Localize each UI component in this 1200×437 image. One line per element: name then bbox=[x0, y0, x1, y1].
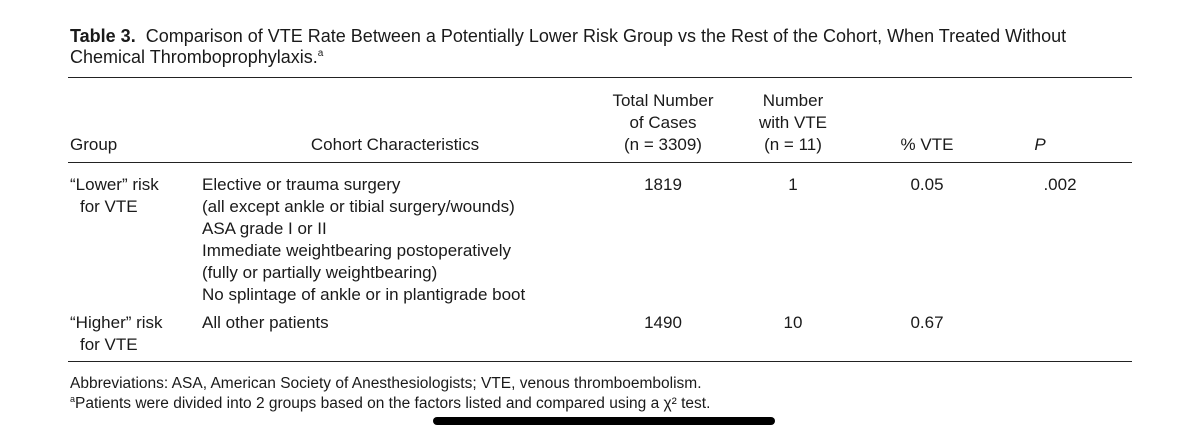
highlight-underline bbox=[433, 417, 775, 425]
abbreviations-note: Abbreviations: ASA, American Society of Anesthesiologists; VTE, venous thromboembolism. bbox=[70, 375, 702, 392]
row-lower-total: 1819 bbox=[644, 175, 682, 194]
table-title: Comparison of VTE Rate Between a Potentially Lower Risk Group vs the Rest of the Cohort, When Treated Without Chemical Thromboprophylaxis. bbox=[70, 26, 1067, 67]
header-total-cases: Total Number of Cases (n = 3309) bbox=[612, 91, 714, 154]
table-notes bbox=[70, 374, 710, 414]
caption-footnote-marker: a bbox=[317, 48, 324, 59]
footnote-text: Patients were divided into 2 groups based on the factors listed and compared using a χ² test. bbox=[75, 395, 711, 412]
row-lower-vte: 1 bbox=[788, 175, 798, 194]
row-higher-characteristics: All other patients bbox=[202, 313, 329, 332]
top-rule bbox=[68, 77, 1132, 78]
row-lower-pct: 0.05 bbox=[910, 175, 944, 194]
table-caption bbox=[70, 26, 1140, 68]
bottom-rule bbox=[68, 361, 1132, 362]
table-label: Table 3. bbox=[70, 26, 136, 46]
row-higher-group: “Higher” risk for VTE bbox=[70, 313, 163, 354]
row-lower-p: .002 bbox=[1043, 175, 1077, 194]
header-characteristics: Cohort Characteristics bbox=[310, 135, 480, 154]
row-lower-group: “Lower” risk for VTE bbox=[70, 175, 159, 216]
header-number-vte: Number with VTE (n = 11) bbox=[758, 91, 828, 154]
row-higher-total: 1490 bbox=[644, 313, 682, 332]
row-higher-vte: 10 bbox=[783, 313, 803, 332]
footnote-a bbox=[70, 394, 710, 414]
header-p-value: P bbox=[1034, 135, 1046, 154]
header-rule bbox=[68, 162, 1132, 163]
row-lower-characteristics: Elective or trauma surgery (all except ankle or tibial surgery/wounds) ASA grade I or II Immediate weightbearing postoperatively (fully or partially weightbearing) No splintage of ankle or in plantigrade boot bbox=[202, 175, 526, 304]
header-pct-vte: % VTE bbox=[900, 135, 954, 154]
footnote-marker: a bbox=[70, 393, 76, 404]
header-group: Group bbox=[70, 135, 118, 154]
row-higher-pct: 0.67 bbox=[910, 313, 944, 332]
